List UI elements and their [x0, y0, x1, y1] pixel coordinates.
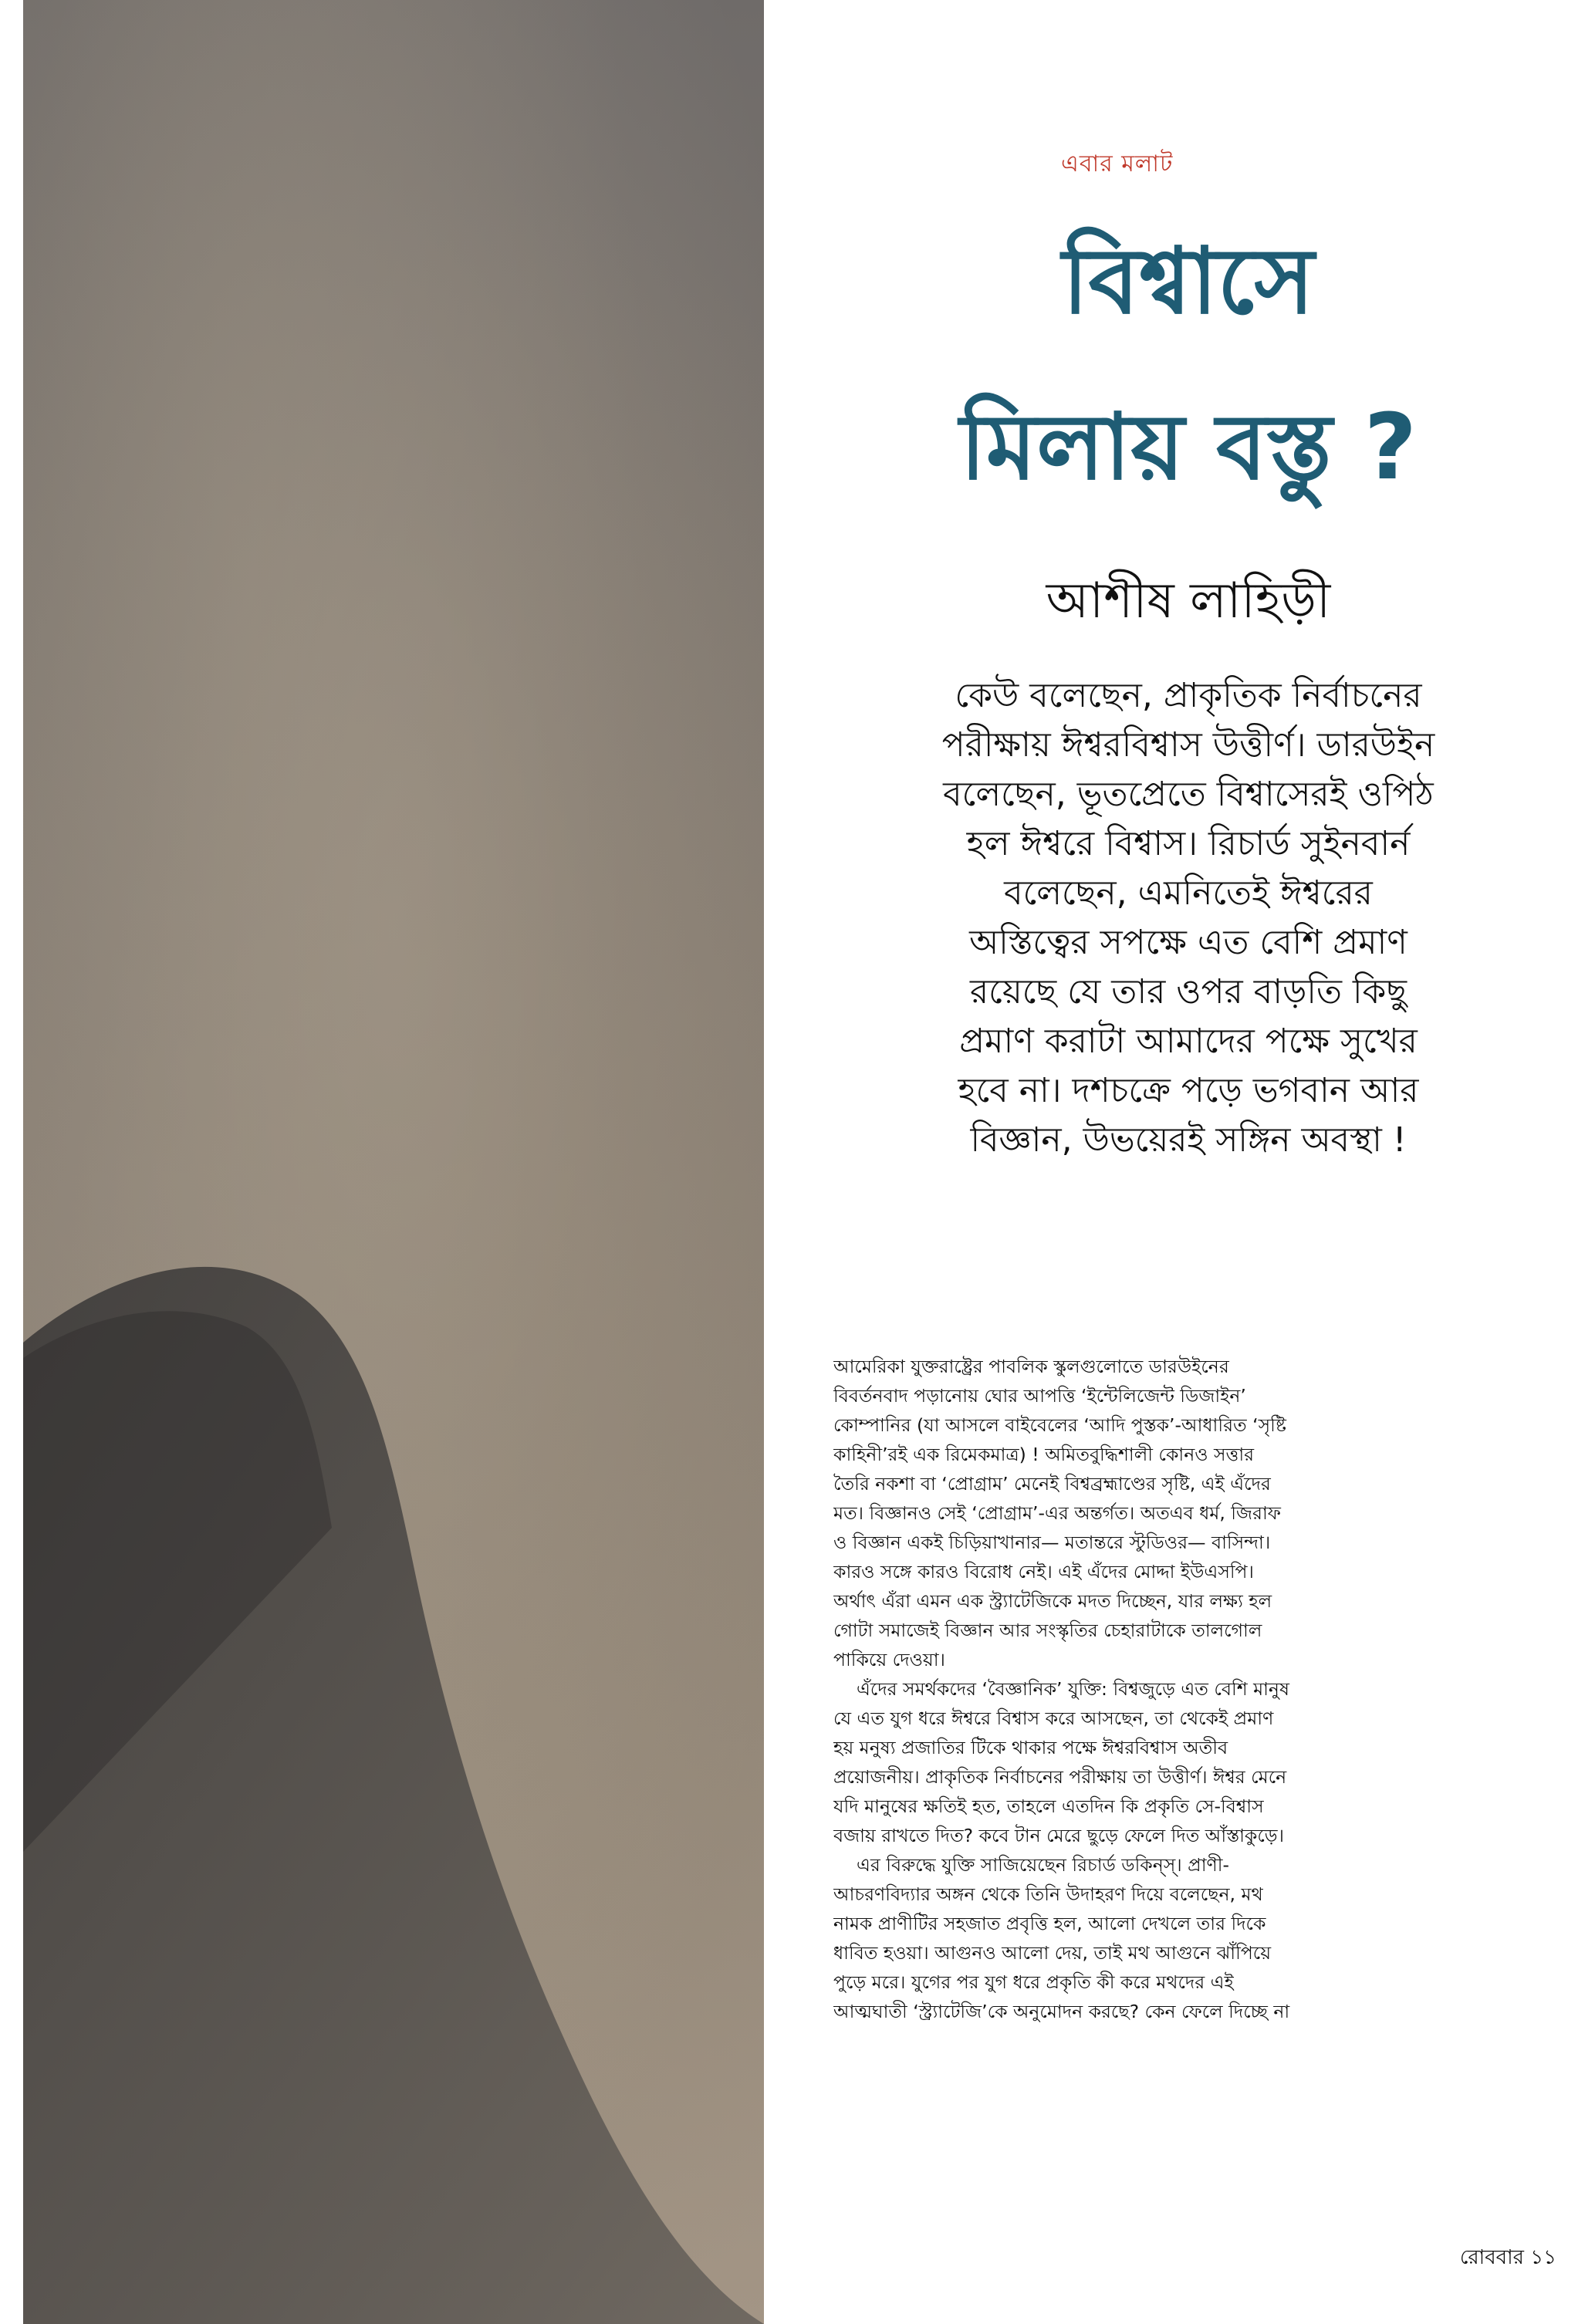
body-line: যদি মানুষের ক্ষতিই হত, তাহলে এতদিন কি প্রকৃতি সে-বিশ্বাস [833, 1795, 1264, 1817]
cover-photo [23, 0, 764, 2324]
author-byline: আশীষ লাহিড়ী [1046, 573, 1331, 630]
headline-line-1: বিশ্বাসে [1062, 228, 1315, 334]
body-line: কাহিনী’রই এক রিমেকমাত্র) ! অমিতবুদ্ধিশালী কোনও সত্তার [833, 1444, 1255, 1465]
deck-line: বলেছেন, এমনিতেই ঈশ্বরের [1004, 873, 1373, 913]
deck-line: হল ঈশ্বরে বিশ্বাস। রিচার্ড সুইনবার্ন [966, 824, 1411, 863]
photo-figure-shape [23, 0, 764, 2324]
body-line: বিবর্তনবাদ পড়ানোয় ঘোর আপত্তি ‘ইন্টেলিজেন্ট ডিজাইন’ [833, 1385, 1246, 1407]
body-line: গোটা সমাজেই বিজ্ঞান আর সংস্কৃতির চেহারাটাকে তালগোল [833, 1620, 1262, 1641]
page-footer: রোববার ১১ [1459, 2246, 1556, 2269]
section-kicker: এবার মলাট [1061, 150, 1174, 177]
body-line: পুড়ে মরে। যুগের পর যুগ ধরে প্রকৃতি কী করে মথদের এই [833, 1971, 1234, 1993]
body-line: পাকিয়ে দেওয়া। [833, 1649, 945, 1670]
deck-line: বলেছেন, ভূতপ্রেতে বিশ্বাসেরই ওপিঠ [943, 775, 1434, 814]
body-line: যে এত যুগ ধরে ঈশ্বরে বিশ্বাস করে আসছেন, তা থেকেই প্রমাণ [833, 1708, 1274, 1729]
body-line: কারও সঙ্গে কারও বিরোধ নেই। এই এঁদের মোদ্দা ইউএসপি। [833, 1561, 1254, 1583]
body-line: অর্থাৎ এঁরা এমন এক স্ট্র্যাটেজিকে মদত দিচ্ছেন, যার লক্ষ্য হল [833, 1590, 1272, 1612]
body-line: এঁদের সমর্থকদের ‘বৈজ্ঞানিক’ যুক্তি: বিশ্বজুড়ে এত বেশি মানুষ [857, 1678, 1289, 1700]
body-line: কোম্পানির (যা আসলে বাইবেলের ‘আদি পুস্তক’-আধারিত ‘সৃষ্টি [833, 1414, 1286, 1436]
body-line: আমেরিকা যুক্তরাষ্ট্রের পাবলিক স্কুলগুলোতে ডারউইনের [833, 1356, 1229, 1377]
headline-line-2: মিলায় বস্তু ? [959, 394, 1418, 500]
body-line: আচরণবিদ্যার অঙ্গন থেকে তিনি উদাহরণ দিয়ে বলেছেন, মথ [833, 1883, 1263, 1905]
body-line: প্রয়োজনীয়। প্রাকৃতিক নির্বাচনের পরীক্ষায় তা উত্তীর্ণ। ঈশ্বর মেনে [833, 1766, 1287, 1788]
deck-line: প্রমাণ করাটা আমাদের পক্ষে সুখের [959, 1022, 1418, 1061]
deck-line: অস্তিত্বের সপক্ষে এত বেশি প্রমাণ [969, 923, 1407, 962]
body-line: আত্মঘাতী ‘স্ট্র্যাটেজি’কে অনুমোদন করছে? কেন ফেলে দিচ্ছে না [833, 2001, 1290, 2022]
deck-line: বিজ্ঞান, উভয়েরই সঙ্গিন অবস্থা ! [970, 1120, 1407, 1160]
deck-paragraph [814, 671, 1563, 1165]
body-line: মত। বিজ্ঞানও সেই ‘প্রোগ্রাম’-এর অন্তর্গত। অতএব ধর্ম, জিরাফ [833, 1502, 1281, 1524]
body-line: বজায় রাখতে দিত? কবে টান মেরে ছুড়ে ফেলে দিত আঁস্তাকুড়ে। [833, 1825, 1284, 1846]
body-line: ধাবিত হওয়া। আগুনও আলো দেয়, তাই মথ আগুনে ঝাঁপিয়ে [833, 1942, 1272, 1964]
body-line: এর বিরুদ্ধে যুক্তি সাজিয়েছেন রিচার্ড ডকিন্স্। প্রাণী- [857, 1854, 1229, 1876]
body-line: হয় মনুষ্য প্রজাতির টিকে থাকার পক্ষে ঈশ্বরবিশ্বাস অতীব [833, 1737, 1228, 1758]
article-body [833, 1352, 1559, 2026]
body-line: ও বিজ্ঞান একই চিড়িয়াখানার— মতান্তরে স্টুডিওর— বাসিন্দা। [833, 1532, 1271, 1553]
deck-line: পরীক্ষায় ঈশ্বরবিশ্বাস উত্তীর্ণ। ডারউইন [941, 725, 1435, 765]
deck-line: হবে না। দশচক্রে পড়ে ভগবান আর [958, 1071, 1419, 1110]
deck-line: কেউ বলেছেন, প্রাকৃতিক নির্বাচনের [955, 676, 1422, 715]
body-line: নামক প্রাণীটির সহজাত প্রবৃত্তি হল, আলো দেখলে তার দিকে [833, 1913, 1266, 1934]
deck-line: রয়েছে যে তার ওপর বাড়তি কিছু [969, 972, 1407, 1012]
body-line: তৈরি নকশা বা ‘প্রোগ্রাম’ মেনেই বিশ্বব্রহ্মাণ্ডের সৃষ্টি, এই এঁদের [833, 1473, 1271, 1495]
